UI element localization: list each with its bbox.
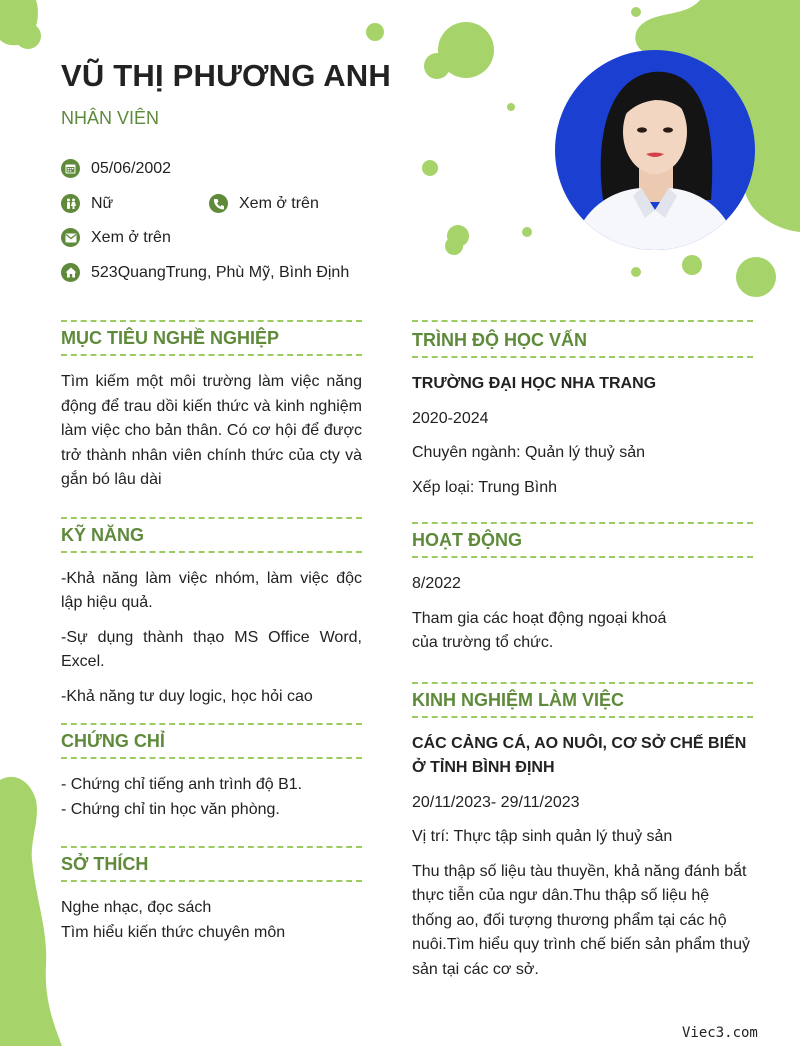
phone-row (209, 194, 319, 213)
dob-row (61, 159, 171, 178)
phone-icon (209, 194, 228, 213)
right-column (412, 320, 753, 992)
gender-row (61, 194, 113, 213)
hobbies-title: SỞ THÍCH (61, 846, 362, 882)
left-column (61, 320, 362, 955)
experience-title: KINH NGHIỆM LÀM VIỆC (412, 682, 753, 718)
email-row (61, 228, 171, 247)
objective-title: MỤC TIÊU NGHỀ NGHIỆP (61, 320, 362, 356)
activity-desc-line-1: Tham gia các hoạt động ngoại khoá (412, 609, 667, 627)
education-title: TRÌNH ĐỘ HỌC VẤN (412, 320, 753, 358)
skill-item-3: -Khả năng tư duy logic, học hỏi cao (61, 687, 313, 705)
activity-desc-line-2: của trường tổ chức. (412, 634, 554, 651)
experience-period: 20/11/2023- 29/11/2023 (412, 793, 580, 811)
dob-value: 05/06/2002 (91, 159, 172, 177)
email-icon (61, 228, 80, 247)
calendar-icon (61, 159, 80, 178)
certificate-item-2: - Chứng chỉ tin học văn phòng. (61, 800, 280, 818)
candidate-role: NHÂN VIÊN (61, 108, 160, 128)
experience-position: Vị trí: Thực tập sinh quản lý thuỷ sản (412, 828, 673, 845)
skills-title: KỸ NĂNG (61, 517, 362, 553)
education-grade: Xếp loại: Trung Bình (412, 478, 557, 496)
education-school: TRƯỜNG ĐẠI HỌC NHA TRANG (412, 375, 657, 392)
hobby-item-2: Tìm hiểu kiến thức chuyên môn (61, 923, 286, 941)
activities-title: HOẠT ĐỘNG (412, 522, 753, 558)
education-period: 2020-2024 (412, 409, 489, 427)
profile-photo (555, 50, 755, 250)
experience-desc: Thu thập số liệu tàu thuyền, khả năng đánh bắt thực tiễn của ngư dân.Thu thập số liệu hệ thống ao, đối tượng thương phẩm tại các hộ nuôi.Tìm hiểu quy trình chế biến sản phẩm thuỷ sản tại các cơ sở. (412, 862, 750, 978)
activity-date: 8/2022 (412, 575, 461, 592)
candidate-name: VŨ THỊ PHƯƠNG ANH (61, 58, 391, 93)
education-major: Chuyên ngành: Quản lý thuỷ sản (412, 444, 646, 461)
experience-company: CÁC CẢNG CÁ, AO NUÔI, CƠ SỞ CHẾ BIẾN Ở TỈNH BÌNH ĐỊNH (412, 734, 747, 776)
skill-item-2: -Sự dụng thành thạo MS Office Word, Excel. (61, 628, 362, 670)
home-icon (61, 263, 80, 282)
footer-brand: Viec3.com (682, 1025, 758, 1041)
certificate-item-1: - Chứng chỉ tiếng anh trình độ B1. (61, 776, 303, 793)
objective-text: Tìm kiếm một môi trường làm việc năng động để trau dồi kiến thức và kinh nghiệm làm việc cho bản thân. Có cơ hội để được trở thành nhân viên chính thức của cty và gắn bó lâu dài (61, 373, 362, 488)
gender-value: Nữ (91, 194, 114, 212)
email-value: Xem ở trên (91, 228, 171, 246)
phone-value: Xem ở trên (239, 194, 319, 212)
address-row (61, 263, 349, 282)
skill-item-1: -Khả năng làm việc nhóm, làm việc độc lập hiệu quả. (61, 569, 362, 611)
hobby-item-1: Nghe nhạc, đọc sách (61, 899, 212, 916)
gender-icon (61, 194, 80, 213)
certificates-title: CHỨNG CHỈ (61, 723, 362, 759)
address-value: 523QuangTrung, Phù Mỹ, Bình Định (91, 263, 350, 281)
